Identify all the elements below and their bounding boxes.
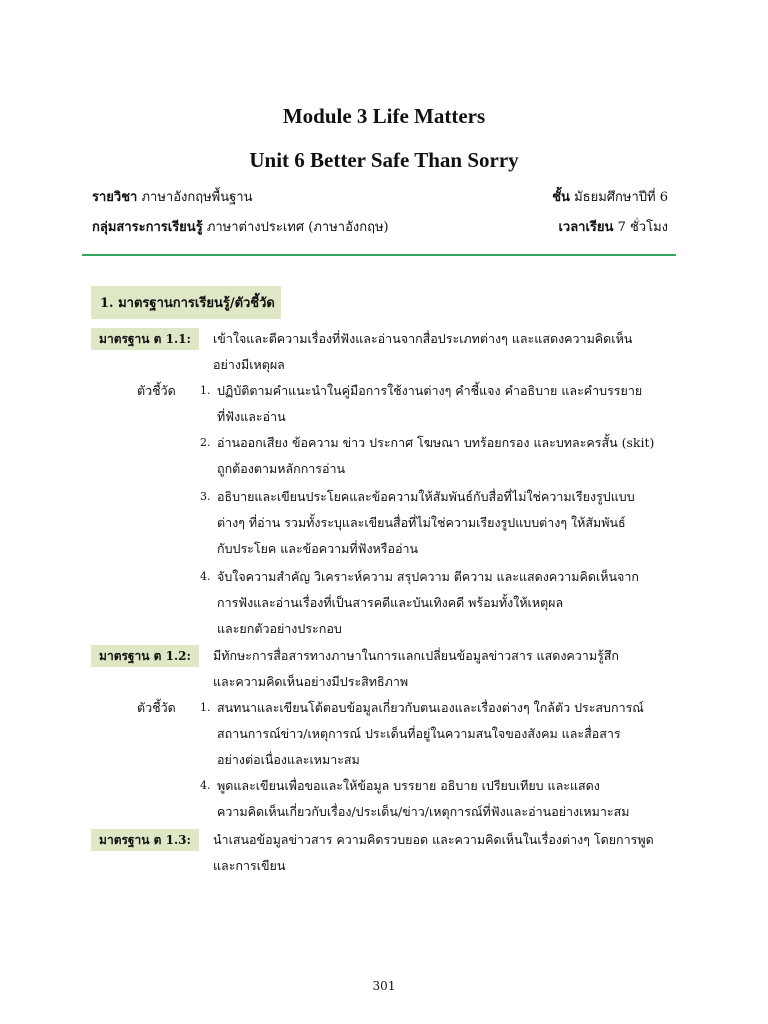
indicator-text-line: ความคิดเห็นเกี่ยวกับเรื่อง/ประเด็น/ข่าว/เหตุการณ์ที่ฟังและอ่านอย่างเหมาะสม [217, 804, 630, 819]
standard-text-line: นำเสนอข้อมูลข่าวสาร ความคิดรวบยอด และความคิดเห็นในเรื่องต่างๆ โดยการพูด [213, 832, 654, 847]
time-value: 7 ชั่วโมง [617, 219, 668, 235]
indicator-text-line: และยกตัวอย่างประกอบ [217, 621, 342, 636]
indicator-text-line: สถานการณ์ข่าว/เหตุการณ์ ประเด็นที่อยู่ในความสนใจของสังคม และสื่อสาร [217, 726, 621, 741]
standard-text-line: มีทักษะการสื่อสารทางภาษาในการแลกเปลี่ยนข้อมูลข่าวสาร แสดงความรู้สึก [213, 648, 619, 663]
indicator-number: 1. [200, 701, 211, 714]
indicator-text-line: ถูกต้องตามหลักการอ่าน [217, 461, 346, 476]
indicator-text-line: อธิบายและเขียนประโยคและข้อความให้สัมพันธ์กับสื่อที่ไม่ใช่ความเรียงรูปแบบ [217, 489, 635, 504]
module-title: Module 3 Life Matters [282, 104, 486, 128]
time-label: เวลาเรียน [558, 219, 614, 235]
indicator-number: 2. [200, 436, 211, 449]
indicator-label: ตัวชี้วัด [137, 383, 176, 398]
indicator-text-line: สนทนาและเขียนโต้ตอบข้อมูลเกี่ยวกับตนเองและเรื่องต่างๆ ใกล้ตัว ประสบการณ์ [217, 700, 644, 715]
indicator-text-line: จับใจความสำคัญ วิเคราะห์ความ สรุปความ ตีความ และแสดงความคิดเห็นจาก [217, 569, 639, 584]
indicator-text-line: การฟังและอ่านเรื่องที่เป็นสารคดีและบันเทิงคดี พร้อมทั้งให้เหตุผล [217, 595, 564, 610]
page-number: 301 [372, 979, 396, 993]
standard-label: มาตรฐาน ต 1.1: [91, 328, 199, 350]
section-heading: 1. มาตรฐานการเรียนรู้/ตัวชี้วัด [91, 286, 281, 319]
subject-value: ภาษาอังกฤษพื้นฐาน [141, 189, 253, 205]
meta-row-group [92, 216, 668, 236]
subject-info [92, 186, 253, 207]
standard-label: มาตรฐาน ต 1.2: [91, 645, 199, 667]
indicator-number: 4. [200, 779, 211, 792]
grade-info [552, 186, 668, 207]
unit-title: Unit 6 Better Safe Than Sorry [249, 148, 519, 172]
header-divider [82, 254, 676, 256]
indicator-number: 1. [200, 384, 211, 397]
indicator-number: 4. [200, 570, 211, 583]
indicator-text-line: ต่างๆ ที่อ่าน รวมทั้งระบุและเขียนสื่อที่ไม่ใช่ความเรียงรูปแบบต่างๆ ให้สัมพันธ์ [217, 515, 626, 530]
group-label: กลุ่มสาระการเรียนรู้ [92, 219, 203, 235]
standard-label: มาตรฐาน ต 1.3: [91, 829, 199, 851]
indicator-text-line: ที่ฟังและอ่าน [217, 409, 286, 424]
grade-label: ชั้น [552, 189, 570, 205]
group-info [92, 216, 389, 237]
subject-label: รายวิชา [92, 189, 138, 205]
indicator-text-line: อย่างต่อเนื่องและเหมาะสม [217, 752, 360, 767]
grade-value: มัธยมศึกษาปีที่ 6 [574, 189, 668, 205]
indicator-text-line: อ่านออกเสียง ข้อความ ข่าว ประกาศ โฆษณา บทร้อยกรอง และบทละครสั้น (skit) [217, 435, 655, 450]
standard-text-line: และความคิดเห็นอย่างมีประสิทธิภาพ [213, 674, 409, 689]
meta-row-subject [92, 186, 668, 206]
standard-text-line: เข้าใจและตีความเรื่องที่ฟังและอ่านจากสื่อประเภทต่างๆ และแสดงความคิดเห็น [213, 331, 633, 346]
indicator-text-line: กับประโยค และข้อความที่ฟังหรืออ่าน [217, 541, 419, 556]
indicator-text-line: ปฏิบัติตามคำแนะนำในคู่มือการใช้งานต่างๆ คำชี้แจง คำอธิบาย และคำบรรยาย [217, 383, 643, 398]
indicator-label: ตัวชี้วัด [137, 700, 176, 715]
indicator-number: 3. [200, 490, 211, 503]
group-value: ภาษาต่างประเทศ (ภาษาอังกฤษ) [206, 219, 389, 235]
standard-text-line: อย่างมีเหตุผล [213, 357, 285, 372]
standard-text-line: และการเขียน [213, 858, 286, 873]
time-info [558, 216, 668, 237]
indicator-text-line: พูดและเขียนเพื่อขอและให้ข้อมูล บรรยาย อธิบาย เปรียบเทียบ และแสดง [217, 778, 600, 793]
